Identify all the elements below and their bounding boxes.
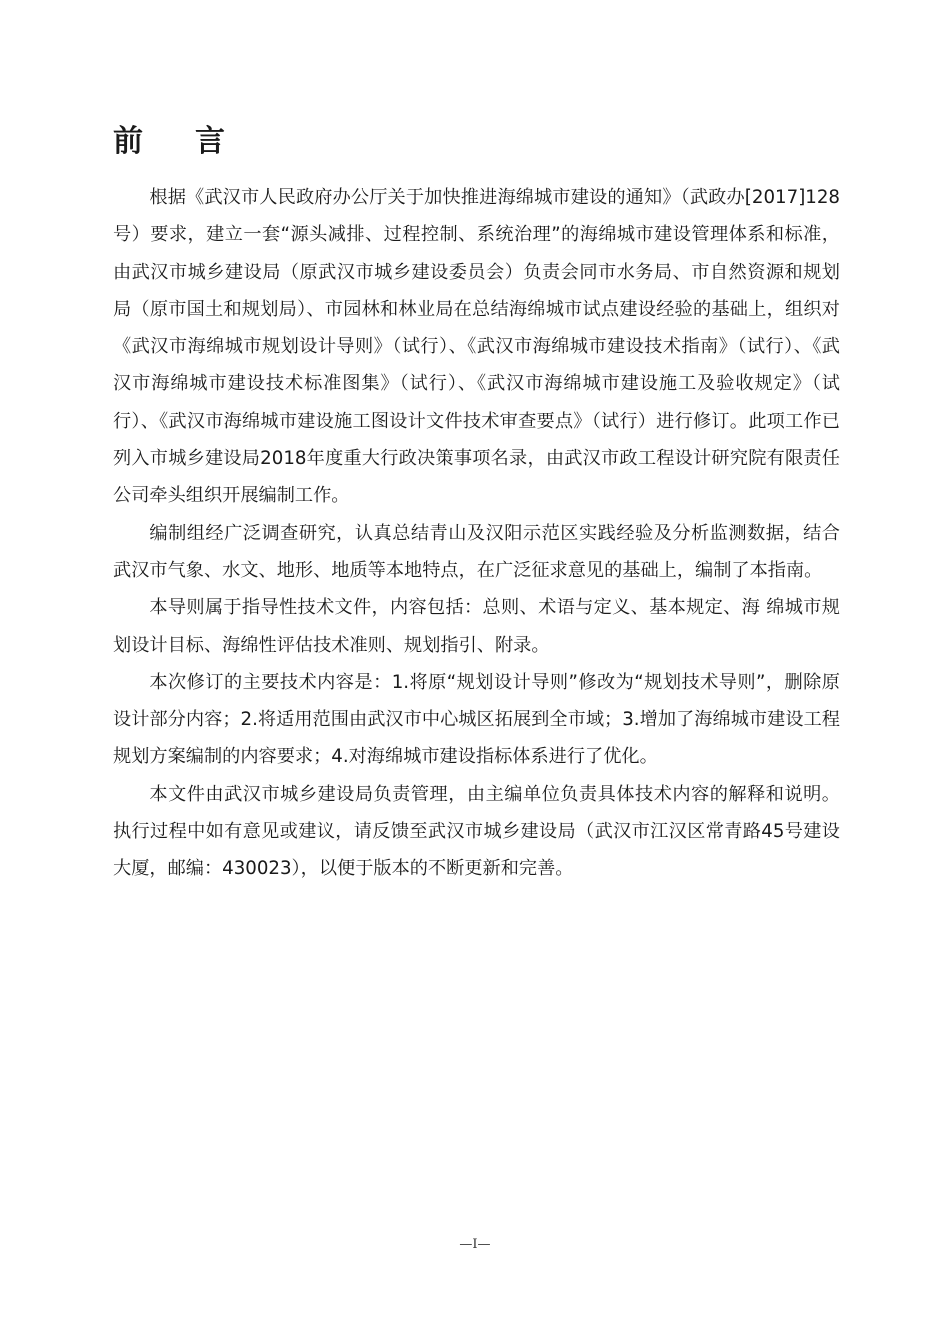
- page-title: 前言: [113, 124, 277, 159]
- body-text: [113, 179, 840, 888]
- paragraph: 根据《武汉市人民政府办公厅关于加快推进海绵城市建设的通知》（武政办[2017]128号）要求，建立一套“源头减排、过程控制、系统治理”的海绵城市建设管理体系和标准，由武汉市城乡建设局（原武汉市城乡建设委员会）负责会同市水务局、市自然资源和规划局（原市国土和规划局）、市园林和林业局在总结海绵城市试点建设经验的基础上，组织对《武汉市海绵城市规划设计导则》（试行）、《武汉市海绵城市建设技术指南》（试行）、《武汉市海绵城市建设技术标准图集》（试行）、《武汉市海绵城市建设施工及验收规定》（试行）、《武汉市海绵城市建设施工图设计文件技术审查要点》（试行）进行修订。此项工作已列入市城乡建设局2018年度重大行政决策事项名录，由武汉市政工程设计研究院有限责任公司牵头组织开展编制工作。: [113, 187, 840, 507]
- paragraph: 本文件由武汉市城乡建设局负责管理，由主编单位负责具体技术内容的解释和说明。执行过程中如有意见或建议，请反馈至武汉市城乡建设局（武汉市江汉区常青路45号建设大厦，邮编：430023），以便于版本的不断更新和完善。: [113, 783, 840, 880]
- paragraph: 本导则属于指导性技术文件，内容包括：总则、术语与定义、基本规定、海 绵城市规划设计目标、海绵性评估技术准则、规划指引、附录。: [113, 597, 840, 656]
- paragraph: 编制组经广泛调查研究，认真总结青山及汉阳示范区实践经验及分析监测数据，结合武汉市气象、水文、地形、地质等本地特点，在广泛征求意见的基础上，编制了本指南。: [113, 522, 840, 581]
- paragraph: 本次修订的主要技术内容是：1.将原“规划设计导则”修改为“规划技术导则”，删除原设计部分内容；2.将适用范围由武汉市中心城区拓展到全市域；3.增加了海绵城市建设工程规划方案编制的内容要求；4.对海绵城市建设指标体系进行了优化。: [113, 671, 840, 768]
- page-number: —I—: [459, 1237, 491, 1252]
